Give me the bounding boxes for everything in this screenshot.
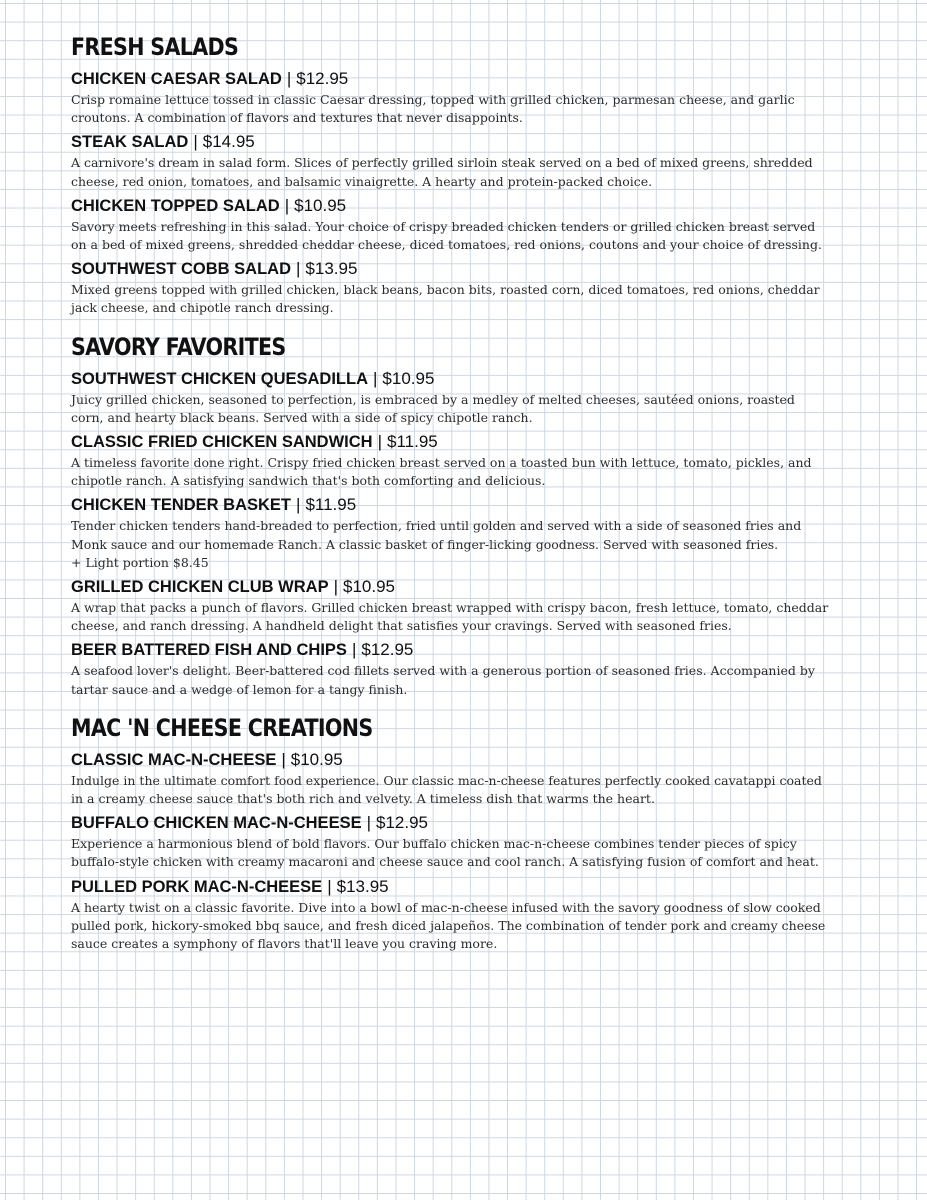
menu-item-name: CHICKEN TENDER BASKET bbox=[71, 496, 292, 515]
separator: | bbox=[333, 577, 338, 597]
menu-item-description: A wrap that packs a punch of flavors. Grilled chicken breast wrapped with crispy bacon, fresh lettuce, tomato, cheddar cheese, and ranch dressing. A handheld delight that satisfies your cravings. Served with seasoned fries. bbox=[71, 600, 829, 634]
menu-item-price: $11.95 bbox=[305, 495, 357, 515]
menu-item-name: STEAK SALAD bbox=[71, 133, 189, 152]
menu-item-description: Crisp romaine lettuce tossed in classic Caesar dressing, topped with grilled chicken, parmesan cheese, and garlic croutons. A combination of flavors and textures that never disappoints. bbox=[71, 92, 795, 126]
menu-item-description: A carnivore's dream in salad form. Slices of perfectly grilled sirloin steak served on a bed of mixed greens, shredded cheese, red onion, tomatoes, and balsamic vinaigrette. A hearty and protein-packed choice. bbox=[71, 155, 813, 189]
menu-item-price: $12.95 bbox=[361, 640, 414, 660]
menu-item-price: $12.95 bbox=[376, 813, 429, 833]
separator: | bbox=[193, 132, 198, 152]
menu-item bbox=[71, 812, 861, 871]
menu-item-header bbox=[71, 368, 861, 391]
menu-item-price: $14.95 bbox=[202, 132, 255, 152]
menu-item-name: CLASSIC FRIED CHICKEN SANDWICH bbox=[71, 433, 373, 452]
section-title: FRESH SALADS bbox=[71, 33, 239, 61]
menu-item-description: Tender chicken tenders hand-breaded to perfection, fried until golden and served with a side of seasoned fries and Monk sauce and our homemade Ranch. A classic basket of finger-licking goodness. Served with seasoned fries. bbox=[71, 518, 802, 552]
separator: | bbox=[351, 640, 357, 660]
separator: | bbox=[327, 876, 332, 896]
menu-item-header bbox=[71, 639, 861, 662]
separator: | bbox=[284, 195, 290, 215]
menu-item-header bbox=[71, 431, 861, 454]
menu-item bbox=[71, 68, 861, 127]
menu-item bbox=[71, 876, 861, 954]
menu-item-description: A seafood lover's delight. Beer-battered cod fillets served with a generous portion of seasoned fries. Accompanied by tartar sauce and a wedge of lemon for a tangy finish. bbox=[71, 663, 815, 697]
menu-item bbox=[71, 494, 861, 572]
menu-item bbox=[71, 131, 861, 190]
section-mac-n-cheese bbox=[71, 713, 861, 953]
menu-item-description: Experience a harmonious blend of bold flavors. Our buffalo chicken mac-n-cheese combines tender pieces of spicy buffalo-style chicken with creamy macaroni and cheese sauce and cool ranch. A satisfying fusion of comfort and heat. bbox=[71, 836, 819, 870]
menu-item-header bbox=[71, 195, 861, 218]
menu-item-name: GRILLED CHICKEN CLUB WRAP bbox=[71, 578, 329, 597]
menu-item-price: $12.95 bbox=[296, 69, 349, 88]
menu-item-name: SOUTHWEST CHICKEN QUESADILLA bbox=[71, 369, 368, 388]
menu-item-price: $13.95 bbox=[305, 259, 358, 279]
menu-item-name: PULLED PORK MAC-N-CHEESE bbox=[71, 877, 323, 896]
menu-item-price: $10.95 bbox=[343, 577, 395, 597]
section-fresh-salads bbox=[71, 32, 861, 318]
menu-item-header bbox=[71, 749, 861, 772]
menu-item-name: BEER BATTERED FISH AND CHIPS bbox=[71, 641, 347, 660]
menu-item bbox=[71, 639, 861, 698]
separator: | bbox=[373, 368, 378, 388]
menu-item-description: A timeless favorite done right. Crispy fried chicken breast served on a toasted bun with lettuce, tomato, pickles, and chipotle ranch. A satisfying sandwich that's both comforting and delicious. bbox=[71, 455, 812, 489]
menu-item-name: CHICKEN CAESAR SALAD bbox=[71, 70, 282, 88]
menu-item-name: BUFFALO CHICKEN MAC-N-CHEESE bbox=[71, 814, 362, 833]
menu-item-price: $13.95 bbox=[336, 876, 389, 896]
menu-item-price: $10.95 bbox=[382, 368, 435, 388]
separator: | bbox=[296, 495, 301, 515]
separator: | bbox=[281, 749, 286, 769]
menu-item bbox=[71, 749, 861, 808]
menu-item-description: Juicy grilled chicken, seasoned to perfection, is embraced by a medley of melted cheeses, sautéed onions, roasted corn, and hearty black beans. Served with a side of spicy chipotle ranch. bbox=[71, 391, 795, 425]
section-title: SAVORY FAVORITES bbox=[71, 332, 286, 361]
section-savory-favorites bbox=[71, 332, 861, 699]
menu-item-header bbox=[71, 494, 861, 517]
menu-item bbox=[71, 368, 861, 427]
menu-item-header bbox=[71, 68, 861, 91]
section-title: MAC 'N CHEESE CREATIONS bbox=[71, 713, 373, 742]
menu-page bbox=[71, 32, 861, 967]
menu-item bbox=[71, 576, 861, 635]
menu-item bbox=[71, 195, 861, 254]
menu-item-description: Indulge in the ultimate comfort food experience. Our classic mac-n-cheese features perfectly cooked cavatappi coated in a creamy cheese sauce that's both rich and velvety. A timeless dish that warms the heart. bbox=[71, 772, 822, 807]
menu-item-header bbox=[71, 131, 861, 154]
menu-item-header bbox=[71, 576, 861, 599]
menu-item-price: $10.95 bbox=[290, 749, 343, 769]
menu-item bbox=[71, 258, 861, 317]
menu-item-header bbox=[71, 876, 861, 899]
menu-item-description: A hearty twist on a classic favorite. Dive into a bowl of mac-n-cheese infused with the savory goodness of slow cooked pulled pork, hickory-smoked bbq sauce, and fresh diced jalapeños. The combination of tender pork and creamy cheese sauce creates a symphony of flavors that'll leave you craving more. bbox=[71, 899, 826, 952]
menu-item-header bbox=[71, 258, 861, 281]
menu-item-price: $11.95 bbox=[387, 432, 438, 452]
menu-item-name: SOUTHWEST COBB SALAD bbox=[71, 260, 291, 279]
separator: | bbox=[377, 432, 383, 452]
menu-item-option: + Light portion $8.45 bbox=[71, 554, 209, 570]
menu-item-name: CHICKEN TOPPED SALAD bbox=[71, 196, 280, 215]
separator: | bbox=[286, 69, 292, 88]
separator: | bbox=[296, 259, 301, 279]
menu-item-name: CLASSIC MAC-N-CHEESE bbox=[71, 750, 277, 769]
menu-item bbox=[71, 431, 861, 490]
separator: | bbox=[366, 813, 372, 833]
menu-item-header bbox=[71, 812, 861, 835]
menu-item-description: Savory meets refreshing in this salad. Your choice of crispy breaded chicken tenders or grilled chicken breast served on a bed of mixed greens, shredded cheddar cheese, diced tomatoes, red onions, coutons and your choice of dressing. bbox=[71, 218, 822, 253]
menu-item-description: Mixed greens topped with grilled chicken, black beans, bacon bits, roasted corn, diced tomatoes, red onions, cheddar jack cheese, and chipotle ranch dressing. bbox=[71, 282, 820, 316]
menu-item-price: $10.95 bbox=[294, 195, 347, 215]
